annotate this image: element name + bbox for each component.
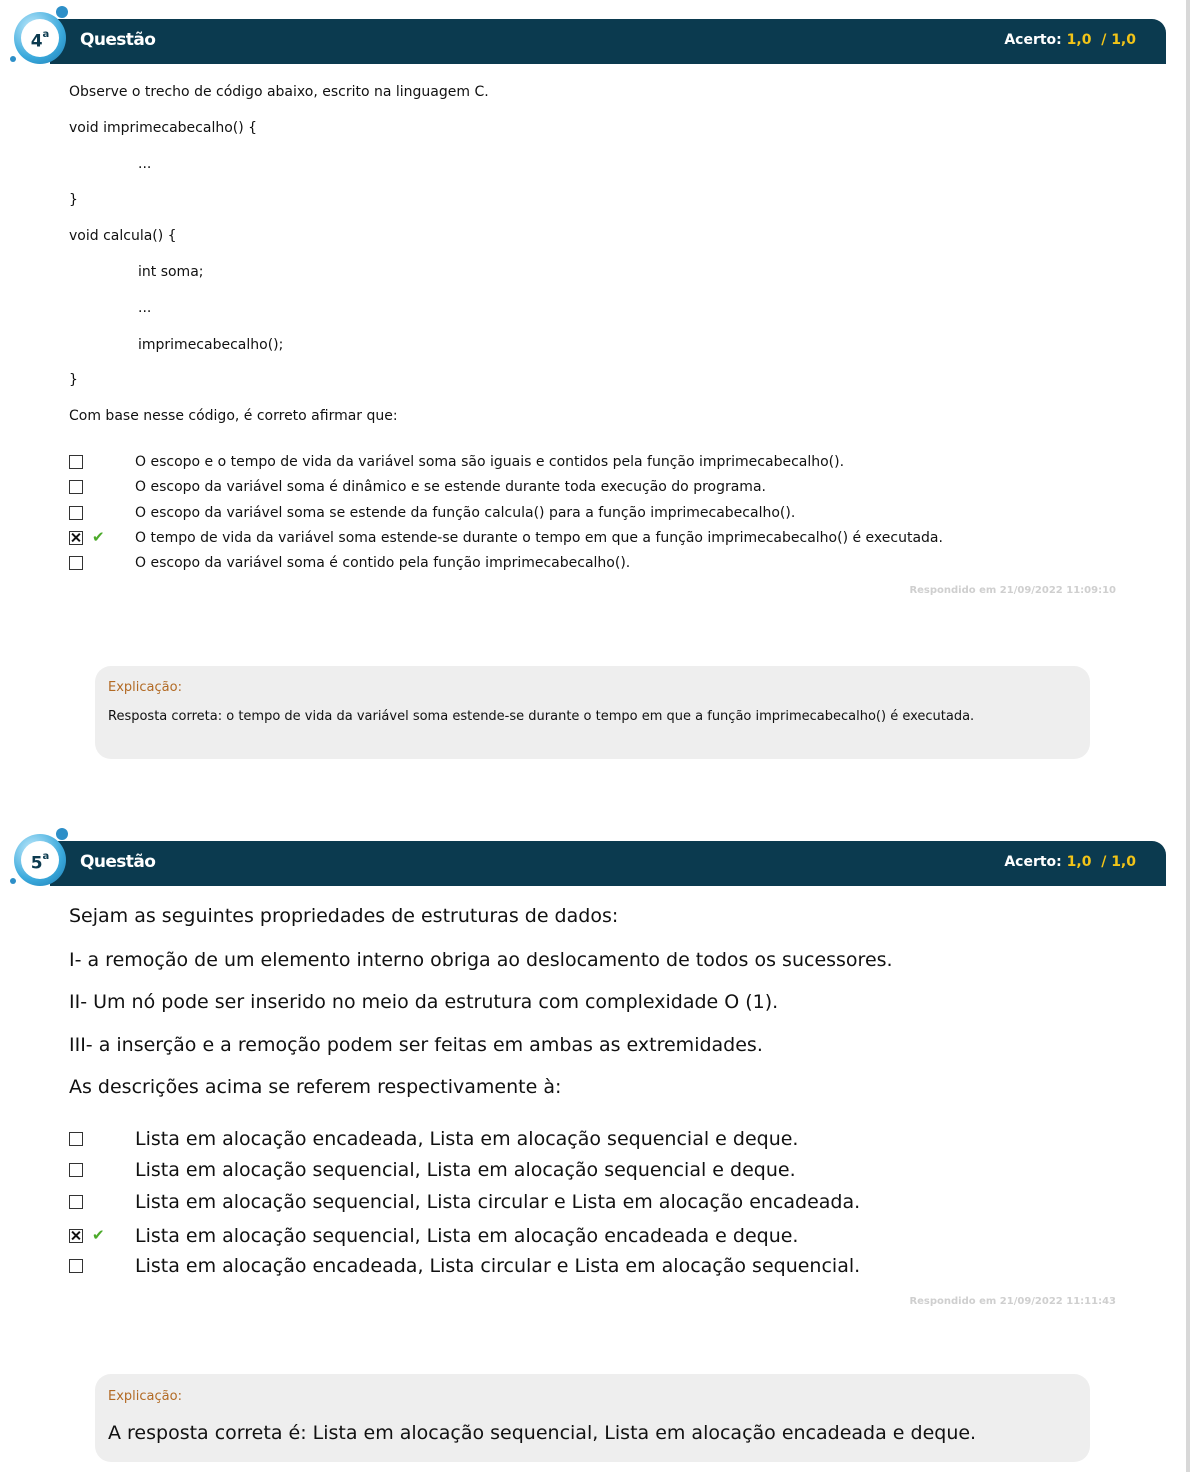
checkbox-icon[interactable] bbox=[69, 1163, 83, 1177]
page-right-border bbox=[1186, 0, 1190, 1472]
statement-line: I- a remoção de um elemento interno obriga ao deslocamento de todos os sucessores. bbox=[69, 949, 893, 971]
explanation-text: Resposta correta: o tempo de vida da variável soma estende-se durante o tempo em que a função imprimecabecalho() é executada. bbox=[108, 709, 975, 724]
score-value: 1,0 / 1,0 bbox=[1066, 32, 1136, 48]
checkbox-icon[interactable] bbox=[69, 480, 83, 494]
checkmark-icon: ✔ bbox=[92, 1226, 105, 1244]
score bbox=[1004, 32, 1136, 48]
explanation-title: Explicação: bbox=[108, 1389, 182, 1404]
explanation-box bbox=[95, 1374, 1090, 1462]
score-value: 1,0 / 1,0 bbox=[1066, 854, 1136, 870]
code-line: ... bbox=[138, 300, 152, 316]
checkbox-icon[interactable] bbox=[69, 455, 83, 469]
statement-line: Sejam as seguintes propriedades de estruturas de dados: bbox=[69, 905, 619, 927]
option-label: O escopo da variável soma é contido pela função imprimecabecalho(). bbox=[135, 555, 631, 571]
option-label: Lista em alocação sequencial, Lista circular e Lista em alocação encadeada. bbox=[135, 1191, 861, 1213]
checkbox-icon[interactable] bbox=[69, 1195, 83, 1209]
option-label: Lista em alocação encadeada, Lista circular e Lista em alocação sequencial. bbox=[135, 1255, 861, 1277]
option-label: Lista em alocação sequencial, Lista em alocação encadeada e deque. bbox=[135, 1225, 799, 1247]
question-number: 4 bbox=[30, 31, 43, 52]
option-label: O tempo de vida da variável soma estende-se durante o tempo em que a função imprimecabecalho() é executada. bbox=[135, 530, 943, 546]
statement-line: As descrições acima se referem respectivamente à: bbox=[69, 1076, 562, 1098]
badge-bubble bbox=[56, 6, 68, 18]
score-label: Acerto: bbox=[1004, 32, 1062, 48]
code-line: } bbox=[69, 192, 78, 208]
code-line: void imprimecabecalho() { bbox=[69, 120, 258, 136]
statement-line: III- a inserção e a remoção podem ser feitas em ambas as extremidades. bbox=[69, 1034, 763, 1056]
code-line: imprimecabecalho(); bbox=[138, 337, 284, 353]
option-label: O escopo da variável soma é dinâmico e se estende durante toda execução do programa. bbox=[135, 479, 766, 495]
ordinal-suffix: a bbox=[42, 29, 50, 40]
explanation-text: A resposta correta é: Lista em alocação sequencial, Lista em alocação encadeada e deque. bbox=[108, 1422, 977, 1444]
statement-line: II- Um nó pode ser inserido no meio da estrutura com complexidade O (1). bbox=[69, 991, 779, 1013]
score-label: Acerto: bbox=[1004, 854, 1062, 870]
checkbox-icon[interactable] bbox=[69, 1132, 83, 1146]
badge-bubble bbox=[10, 56, 16, 62]
checkbox-checked-icon[interactable] bbox=[69, 1229, 83, 1243]
code-line: } bbox=[69, 372, 78, 388]
question-header bbox=[50, 19, 1166, 64]
explanation-title: Explicação: bbox=[108, 680, 182, 695]
option-label: Lista em alocação sequencial, Lista em alocação sequencial e deque. bbox=[135, 1159, 796, 1181]
score bbox=[1004, 854, 1136, 870]
option-label: O escopo da variável soma se estende da função calcula() para a função imprimecabecalho(). bbox=[135, 505, 796, 521]
answered-timestamp: Respondido em 21/09/2022 11:09:10 bbox=[909, 585, 1116, 596]
option-label: Lista em alocação encadeada, Lista em alocação sequencial e deque. bbox=[135, 1128, 799, 1150]
option-label: O escopo e o tempo de vida da variável soma são iguais e contidos pela função imprimecabecalho(). bbox=[135, 454, 845, 470]
answered-timestamp: Respondido em 21/09/2022 11:11:43 bbox=[909, 1296, 1116, 1307]
code-line: ... bbox=[138, 156, 152, 172]
explanation-box bbox=[95, 666, 1090, 759]
code-line: void calcula() { bbox=[69, 228, 177, 244]
question-number-badge bbox=[6, 826, 76, 896]
question-number: 5 bbox=[30, 853, 43, 874]
code-line: int soma; bbox=[138, 264, 204, 280]
checkmark-icon: ✔ bbox=[92, 528, 105, 546]
statement-line: Com base nesse código, é correto afirmar que: bbox=[69, 408, 398, 424]
badge-bubble bbox=[56, 828, 68, 840]
statement-line: Observe o trecho de código abaixo, escrito na linguagem C. bbox=[69, 84, 489, 100]
checkbox-icon[interactable] bbox=[69, 556, 83, 570]
checkbox-icon[interactable] bbox=[69, 1259, 83, 1273]
checkbox-icon[interactable] bbox=[69, 506, 83, 520]
question-title: Questão bbox=[80, 30, 156, 50]
question-number-badge bbox=[6, 4, 76, 74]
question-title: Questão bbox=[80, 852, 156, 872]
badge-bubble bbox=[10, 878, 16, 884]
checkbox-checked-icon[interactable] bbox=[69, 531, 83, 545]
question-header bbox=[50, 841, 1166, 886]
ordinal-suffix: a bbox=[42, 851, 50, 862]
